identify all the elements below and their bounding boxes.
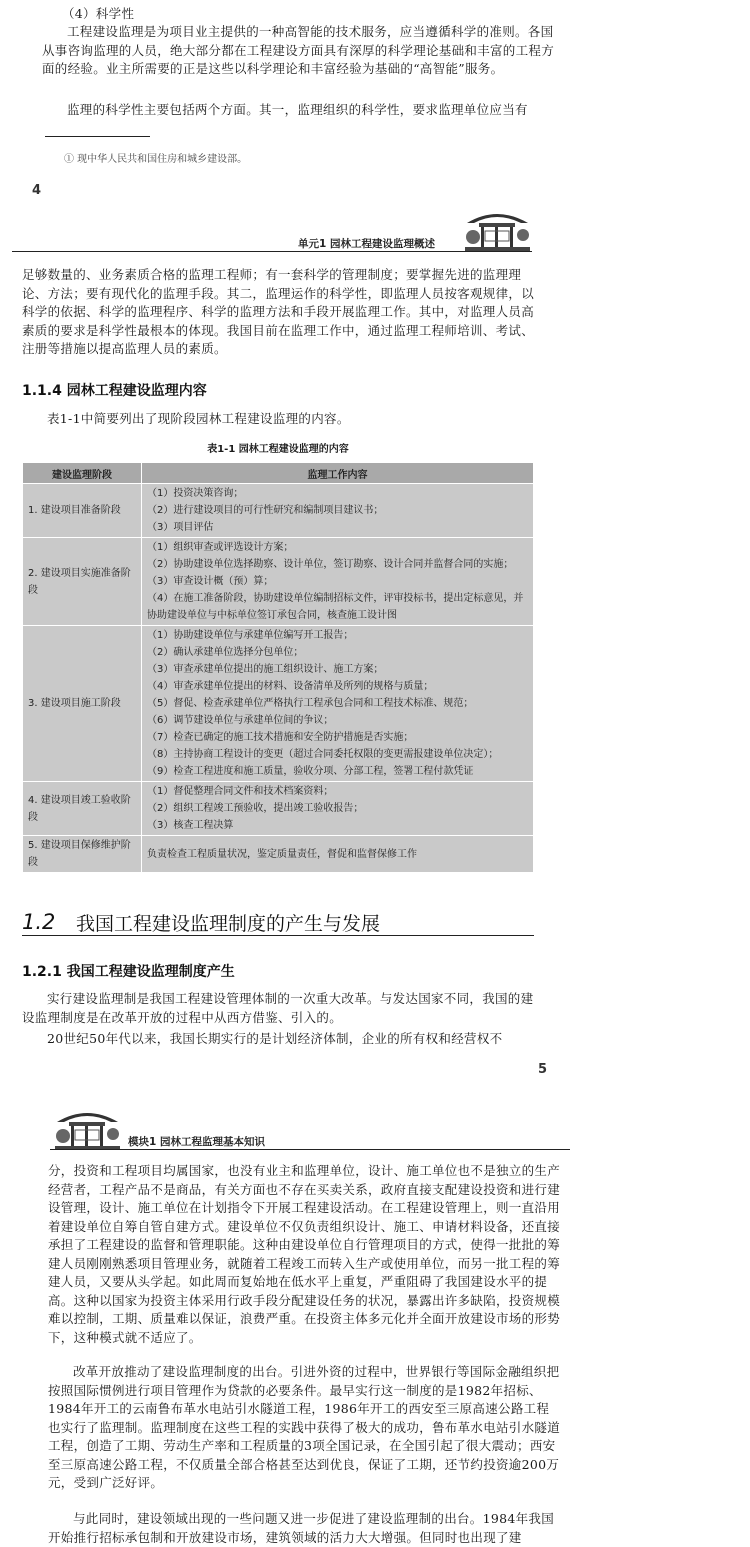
table-cell-item: （9）检查工程进度和施工质量，验收分项、分部工程，签署工程付款凭证 bbox=[147, 766, 474, 777]
table-cell-item: （4）审查承建单位提出的材料、设备清单及所列的规格与质量； bbox=[147, 681, 434, 692]
table-row bbox=[23, 782, 534, 836]
section-heading-1-2-1: 1.2.1 我国工程建设监理制度产生 bbox=[22, 964, 235, 980]
table-cell-item: （6）调节建设单位与承建单位间的争议； bbox=[147, 715, 334, 726]
table-cell-item: （2）确认承建单位选择分包单位； bbox=[147, 647, 304, 658]
footnote-rule bbox=[45, 136, 150, 137]
section-heading-1-1-4: 1.1.4 园林工程建设监理内容 bbox=[22, 383, 207, 399]
paragraph: 监理的科学性主要包括两个方面。其一，监理组织的科学性，要求监理单位应当有 bbox=[67, 102, 528, 117]
table-cell-stage: 1. 建设项目准备阶段 bbox=[23, 484, 142, 538]
table-cell-item: （1）督促整理合同文件和技术档案资料； bbox=[147, 786, 334, 797]
section-rule bbox=[22, 935, 534, 936]
garden-pavilion-icon bbox=[55, 1104, 120, 1150]
table-cell-item: （3）核查工程决算 bbox=[147, 820, 234, 831]
table-cell-item: （2）组织工程竣工预验收，提出竣工验收报告； bbox=[147, 803, 364, 814]
table-cell-item: （1）协助建设单位与承建单位编写开工报告； bbox=[147, 630, 354, 641]
page-number: 4 bbox=[32, 183, 42, 198]
table-cell-stage: 3. 建设项目施工阶段 bbox=[23, 626, 142, 782]
page-number: 5 bbox=[538, 1062, 548, 1077]
table-cell-item: 协助建设单位与中标单位签订承包合同，核查施工设计图 bbox=[147, 610, 397, 621]
section-number-1-2: 1.2 bbox=[22, 910, 56, 934]
table-caption: 表1-1 园林工程建设监理的内容 bbox=[207, 444, 349, 455]
table-row bbox=[23, 538, 534, 626]
table-header: 监理工作内容 bbox=[142, 463, 534, 484]
section-heading-1-2: 我国工程建设监理制度的产生与发展 bbox=[76, 913, 381, 935]
table-cell-item: （3）审查设计概（预）算； bbox=[147, 576, 274, 587]
paragraph: 实行建设监理制是我国工程建设管理体制的一次重大改革。与发达国家不同，我国的建设监理制度是在改革开放的过程中从西方借鉴、引入的。 bbox=[22, 991, 534, 1025]
table-header: 建设监理阶段 bbox=[23, 463, 142, 484]
garden-pavilion-icon bbox=[465, 205, 530, 251]
paragraph: 足够数量的、业务素质合格的监理工程师；有一套科学的管理制度；要掌握先进的监理理论、方法；要有现代化的监理手段。其二，监理运作的科学性，即监理人员按客观规律，以科学的依据、科学的监理程序、科学的监理方法和手段开展监理工作。其中，对监理人员高素质的要求是科学性最根本的体现。我国目前在监理工作中，通过监理工程师培训、考试、注册等措施以提高监理人员的素质。 bbox=[22, 267, 535, 356]
table-cell-item: （2）协助建设单位选择勘察、设计单位，签订勘察、设计合同并监督合同的实施； bbox=[147, 559, 514, 570]
paragraph: 分，投资和工程项目均属国家，也没有业主和监理单位，设计、施工单位也不是独立的生产经营者，工程产品不是商品，有关方面也不存在买卖关系，政府直接支配建设投资和进行建设管理，设计、施工单位在计划指令下开展工程建设活动。在工程建设管理上，则一直沿用着建设单位自筹自管自建方式。建设单位不仅负责组织设计、施工、申请材料设备，还直接承担了工程建设的监督和管理职能。这种由建设单位自行管理项目的方式，使得一批批的筹建人员刚刚熟悉项目管理业务，就随着工程竣工而转入生产或使用单位，而另一批工程的筹建人员，又要从头学起。如此周而复始地在低水平上重复，严重阻碍了我国建设水平的提高。这种以国家为投资主体采用行政手段分配建设任务的状况，暴露出许多缺陷，投资规模难以控制，工期、质量难以保证，浪费严重。在投资主体多元化并全面开放建设市场的形势下，这种模式就不适应了。 bbox=[48, 1163, 561, 1345]
table-cell-item: （1）投资决策咨询； bbox=[147, 488, 244, 499]
supervision-content-table bbox=[22, 462, 534, 873]
paragraph: 与此同时，建设领域出现的一些问题又进一步促进了建设监理制的出台。1984年我国开始推行招标承包制和开放建设市场，建筑领域的活力大大增强。但同时也出现了建 bbox=[48, 1511, 555, 1545]
paragraph: 表1-1中简要列出了现阶段园林工程建设监理的内容。 bbox=[47, 411, 350, 426]
footnote: ① 现中华人民共和国住房和城乡建设部。 bbox=[64, 154, 248, 165]
table-cell-stage: 5. 建设项目保修维护阶段 bbox=[23, 836, 142, 873]
table-row bbox=[23, 484, 534, 538]
table-cell-stage: 4. 建设项目竣工验收阶段 bbox=[23, 782, 142, 836]
table-cell-item: 负责检查工程质量状况，鉴定质量责任，督促和监督保修工作 bbox=[147, 848, 417, 860]
table-cell-item: （5）督促、检查承建单位严格执行工程承包合同和工程技术标准、规范； bbox=[147, 698, 474, 709]
table-cell-item: （7）检查已确定的施工技术措施和安全防护措施是否实施； bbox=[147, 732, 414, 743]
running-head: 模块1 园林工程监理基本知识 bbox=[128, 1136, 265, 1148]
header-rule bbox=[50, 1149, 570, 1150]
table-cell-item: （2）进行建设项目的可行性研究和编制项目建议书； bbox=[147, 505, 384, 516]
paragraph: 工程建设监理是为项目业主提供的一种高智能的技术服务，应当遵循科学的准则。各国从事咨询监理的人员，绝大部分都在工程建设方面具有深厚的科学理论基础和丰富的工程方面的经验。业主所需要的正是这些以科学理论和丰富经验为基础的“高智能”服务。 bbox=[42, 24, 555, 76]
table-cell-item: （1）组织审查或评选设计方案； bbox=[147, 542, 294, 553]
header-rule bbox=[12, 251, 532, 252]
table-cell-item: （8）主持协商工程设计的变更（超过合同委托权限的变更需报建设单位决定）； bbox=[147, 749, 499, 760]
paragraph: 改革开放推动了建设监理制度的出台。引进外资的过程中，世界银行等国际金融组织把按照国际惯例进行项目管理作为贷款的必要条件。最早实行这一制度的是1982年招标、1984年开工的云南鲁布革水电站引水隧道工程，1986年开工的西安至三原高速公路工程也实行了监理制。监理制度在这些工程的实践中获得了极大的成功，鲁布革水电站引水隧道工程，创造了工期、劳动生产率和工程质量的3项全国记录，在全国引起了很大震动；西安至三原高速公路工程，不仅质量全部合格甚至达到优良，保证了工期，还节约投资逾200万元，受到广泛好评。 bbox=[48, 1364, 561, 1490]
running-head: 单元1 园林工程建设监理概述 bbox=[298, 238, 435, 250]
subsection-heading-science: （4）科学性 bbox=[62, 6, 135, 21]
paragraph: 20世纪50年代以来，我国长期实行的是计划经济体制，企业的所有权和经营权不 bbox=[47, 1031, 503, 1046]
table-cell-item: （3）审查承建单位提出的施工组织设计、施工方案； bbox=[147, 664, 384, 675]
table-row bbox=[23, 626, 534, 782]
table-cell-stage: 2. 建设项目实施准备阶段 bbox=[23, 538, 142, 626]
table-row bbox=[23, 836, 534, 873]
table-cell-item: （4）在施工准备阶段，协助建设单位编制招标文件，评审投标书，提出定标意见，并 bbox=[147, 593, 524, 604]
table-cell-item: （3）项目评估 bbox=[147, 522, 214, 533]
